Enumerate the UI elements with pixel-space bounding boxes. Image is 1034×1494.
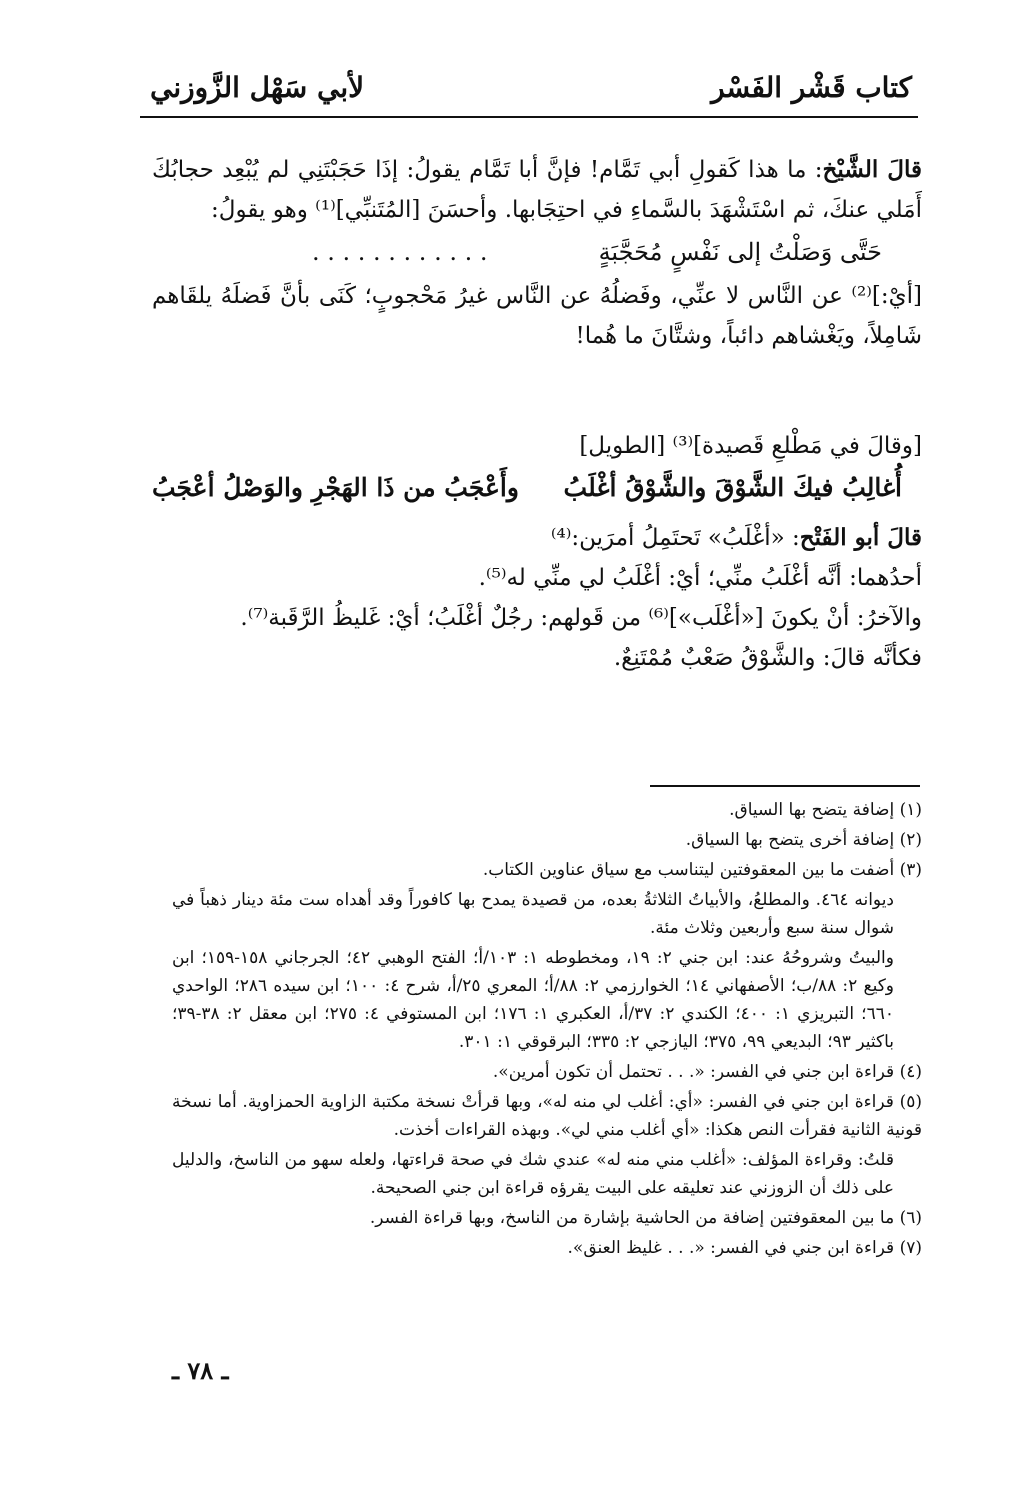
first-meaning: أحدُهما: أنَّه أغْلَبُ منِّي؛ أيْ: أغْلَبُ لي منِّي له⁽⁵⁾.	[478, 565, 922, 591]
footnote-6: (٦) ما بين المعقوفتين إضافة من الحاشية بإشارة من الناسخ، وبها قراءة الفسر.	[369, 1208, 922, 1228]
footnote-3-diwan: ديوانه ٤٦٤. والمطلعُ، والأبياتُ الثلاثةُ بعده، من قصيدة يمدح بها كافوراً وقد أهداه ست مئة دينار ذهباً في شوال سنة سبع وأربعين وثلاث مئة.	[172, 890, 894, 938]
verse-fragment-dots: . . . . . . . . . . . .	[312, 238, 488, 266]
footnote-1: (١) إضافة يتضح بها السياق.	[729, 800, 922, 820]
section-gap	[152, 356, 922, 426]
second-meaning: والآخرُ: أنْ يكونَ [«أغْلَب»]⁽⁶⁾ من قَولهم: رجُلٌ أغْلَبُ؛ أيْ: غَليظُ الرَّقَبة⁽⁷⁾.	[240, 605, 922, 631]
footnote-4: (٤) قراءة ابن جني في الفسر: «. . . تحتمل أن تكون أمرين».	[492, 1062, 922, 1082]
footnote-5-note: قلتُ: وقراءة المؤلف: «أغلب مني منه له» عندي شك في صحة قراءتها، ولعله سهو من الناسخ، والدليل على ذلك أن الزوزني عند تعليقه على البيت يقرؤه قراءة ابن جني الصحيحة.	[172, 1150, 894, 1198]
footnote-2: (٢) إضافة أخرى يتضح بها السياق.	[685, 830, 922, 850]
poem-intro: [وقالَ في مَطْلعِ قَصيدة]⁽³⁾ [الطويل]	[579, 433, 922, 459]
running-header	[150, 62, 912, 112]
header-rule	[140, 116, 918, 118]
verse-line	[152, 468, 902, 508]
verse-first-hemistich: أُغالِبُ فيكَ الشَّوْقَ والشَّوْقُ أغْلَبُ	[563, 473, 902, 502]
conclusion: فكأنَّه قالَ: والشَّوْقُ صَعْبٌ مُمْتَنِعٌ.	[613, 645, 922, 671]
abu-fath-commentary	[152, 518, 922, 558]
commentator-label: قالَ أبو الفَتْح	[799, 524, 922, 551]
footnote-5: (٥) قراءة ابن جني في الفسر: «أي: أغلب لي منه له»، وبها قرأتْ نسخة مكتبة الزاوية الحمزاوية. أما نسخة قونية الثانية فقرأت النص هكذا: «أي أغلب مني لي». وبهذه القراءات أخذت.	[172, 1092, 922, 1140]
footnote-7: (٧) قراءة ابن جني في الفسر: «. . . غليظ العنق».	[567, 1238, 922, 1258]
main-text	[152, 150, 922, 678]
paragraph-1	[152, 150, 922, 230]
verse-fragment-text: حَتَّى وَصَلْتُ إلى نَفْسٍ مُحَجَّبَةٍ	[598, 238, 882, 266]
paragraph-1-text: : ما هذا كَقولِ أبي تَمَّام! فإنَّ أبا تَمَّام يقولُ: إذَا حَجَبْتَنِي لم يُبْعِد حجابُكَ أَمَلي عنكَ، ثم اسْتَشْهَدَ بالسَّماءِ في احتِجَابها. وأحسَنَ [المُتَنبِّي]⁽¹⁾ وهو يقولُ:	[152, 157, 922, 223]
speaker-label: قالَ الشَّيْخ	[822, 156, 922, 183]
footnote-3: (٣) أضفت ما بين المعقوفتين ليتناسب مع سياق عناوين الكتاب.	[482, 860, 922, 880]
abu-fath-text: : «أغْلَبُ» تَحتَمِلُ أمرَين:⁽⁴⁾	[550, 525, 800, 551]
paragraph-2: [أيْ:]⁽²⁾ عن النَّاس لا عنِّي، وفَضلُهُ عن النَّاس غيرُ مَحْجوبٍ؛ كَنَى بأنَّ فَضلَهُ يلقَاهم شَامِلاً، ويَغْشاهم دائباً، وشتَّانَ ما هُما!	[152, 283, 922, 349]
verse-second-hemistich: وأَعْجَبُ من ذَا الهَجْرِ والوَصْلُ أعْجَبُ	[152, 473, 519, 502]
book-title: كتاب قَشْر الفَسْر	[711, 70, 912, 104]
footnotes	[172, 796, 922, 1264]
footnote-rule	[650, 785, 920, 787]
verse-fragment	[312, 232, 882, 272]
page-number: ـ ٧٨ ـ	[172, 1356, 229, 1385]
footnote-3-sources: والبيتُ وشروحُهُ عند: ابن جني ٢: ١٩، ومخطوطه ١: ١٠٣/أ؛ الفتح الوهبي ٤٢؛ الجرجاني ١٥٨-١٥٩؛ ابن وكيع ٢: ٨٨/ب؛ الأصفهاني ١٤؛ الخوارزمي ٢: ٨٨/أ؛ المعري ٢٥/أ، شرح ٤: ١٠٠؛ ابن سيده ٢٨٦؛ الواحدي ٦٦٠؛ التبريزي ١: ٤٠٠؛ الكندي ٢: ٣٧/أ، العكبري ١: ١٧٦؛ ابن المستوفي ٤: ٢٧٥؛ ابن معقل ٢: ٣٨-٣٩؛ باكثير ٩٣؛ البديعي ٩٩، ٣٧٥؛ اليازجي ٢: ٣٣٥؛ البرقوقي ١: ٣٠١.	[172, 948, 895, 1052]
author-name: لأبي سَهْل الزَّوزني	[150, 70, 365, 104]
